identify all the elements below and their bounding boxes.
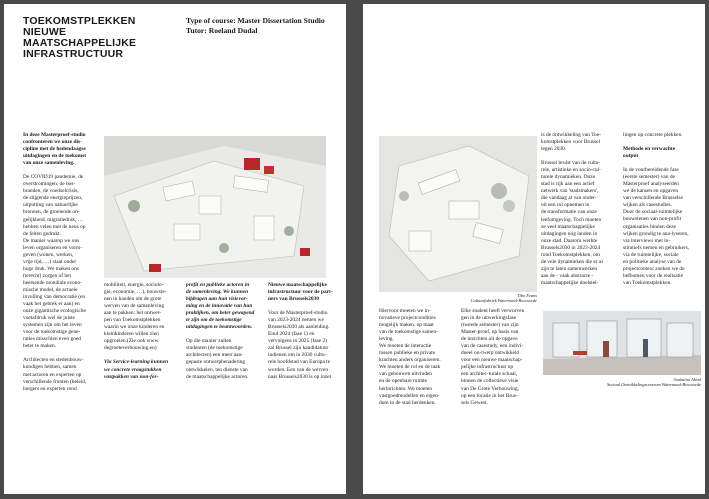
- text-line: projectcontext zoeken we de: [623, 265, 685, 272]
- text-line: gen in de uitwerkingsfase: [461, 315, 517, 322]
- text-line: cipline met de hedendaagse: [23, 146, 86, 153]
- text-line: die vandaag al van onder-: [541, 195, 597, 202]
- italic-paragraph: [186, 282, 266, 331]
- text-line: met actoren en experten op: [23, 371, 82, 378]
- text-line: overstromingen, de bos-: [23, 181, 76, 188]
- text-line: ners van Brussels2030: [268, 296, 319, 303]
- photo-caption: [379, 293, 537, 304]
- text-line: infrastructuur voor de part-: [268, 289, 333, 296]
- text-line: praktijken, om beter gewapend: [186, 310, 255, 317]
- body-paragraph: [623, 167, 701, 287]
- text-line: we de kansen en opgaven: [623, 188, 679, 195]
- text-line: Hiervoor moeten we in-: [379, 308, 431, 314]
- body-paragraph: [379, 308, 457, 407]
- text-line: (eerste semester) van de: [623, 174, 675, 181]
- text-line: komstplekken voor Brussel: [541, 139, 600, 146]
- text-line: voetafdruk wel de juiste: [23, 315, 75, 322]
- text-line: In de voorbereidende fase: [623, 167, 679, 174]
- text-line: de transformatie van onze: [541, 209, 597, 216]
- text-line: we concrete vraagstukken: [104, 366, 162, 373]
- body-paragraph: [268, 310, 346, 380]
- text-line: de stijgende energieprijzen,: [23, 195, 83, 202]
- text-line: ze veel maatschappelijke: [541, 223, 595, 230]
- intro-paragraph: [23, 132, 103, 167]
- text-line: Tibo Evans: [517, 293, 537, 298]
- text-line: leven organiseren en vorm-: [23, 244, 83, 251]
- text-line: onze gigantische ecologische: [23, 308, 86, 315]
- text-line: mische model, de actuele: [23, 286, 78, 293]
- text-line: turele dynamieken. Onze: [541, 174, 596, 181]
- text-line: zal Brussel zijn kandidatuur: [268, 345, 329, 352]
- text-line: verschillende fronten (beleid,: [23, 378, 87, 385]
- body-paragraph: [541, 160, 621, 287]
- text-line: degroeteverbouwing.eu): [104, 345, 157, 352]
- text-line: te zijn om de toekomstige: [186, 317, 242, 324]
- text-line: beter te maken.: [23, 343, 57, 350]
- text-line: TOEKOMSTPLEKKEN: [23, 15, 136, 27]
- text-line: vastgoedmodellen en eigen-: [379, 392, 440, 399]
- body-paragraph: [461, 308, 541, 407]
- text-line: INFRASTRUCTUUR: [23, 48, 124, 60]
- section-heading: [623, 146, 701, 160]
- text-line: van verschillende Brusselse: [623, 195, 683, 202]
- text-line: van 2023-2024 nemen we: [268, 317, 324, 324]
- text-line: wijken grondig te ana-lyseren,: [623, 230, 689, 237]
- text-line: dom in de stad herdenken.: [379, 399, 436, 406]
- left-page: [4, 4, 346, 494]
- text-line: burgers en experten rond: [23, 385, 77, 392]
- text-line: mobiliteit, energie, sociolo-: [104, 282, 164, 288]
- text-line: werven van de samenleving: [104, 303, 165, 310]
- text-column-4: [268, 282, 346, 381]
- page-title: [23, 16, 173, 60]
- text-line: herinrichten. We moeten: [379, 385, 432, 392]
- text-line: tussen publieke en private: [379, 350, 436, 357]
- text-line: maatschappelijke doelstel-: [541, 279, 599, 286]
- text-line: leefomgeving. Toch moeten: [541, 216, 602, 223]
- text-line: lingen op concrete plekken.: [623, 132, 683, 138]
- text-line: branden, de voedselcrisis,: [23, 188, 79, 195]
- text-line: mogelijk maken, op maat: [379, 322, 434, 329]
- text-line: de samenleving. We kunnen: [186, 289, 249, 296]
- model-photo: [104, 136, 326, 278]
- text-line: van gebouwen uitvinden: [379, 371, 432, 378]
- text-line: vrije tijd, …) staat onder: [23, 258, 77, 265]
- text-line: Masterproef analyseerden: [623, 181, 679, 188]
- text-column-1: [379, 308, 457, 407]
- text-line: de vele dynamieken die er al: [541, 258, 603, 265]
- text-line: In deze Masterproef-studio: [23, 132, 86, 138]
- text-line: tegen 2030.: [541, 146, 567, 153]
- section-heading: [268, 282, 346, 303]
- text-line: bronnen, de groeiende on-: [23, 209, 80, 216]
- body-paragraph: [541, 132, 621, 153]
- text-line: dueel on-twerp ontwikkeld: [461, 350, 520, 357]
- text-line: Nieuwe maatschappelijke: [268, 282, 327, 288]
- text-line: is de ontwikkeling van Toe-: [541, 132, 602, 138]
- text-line: stad is rijk aan een actief: [541, 181, 595, 188]
- text-line: Door de sociaal-ruimtelijke: [623, 209, 683, 216]
- text-line: Sociaal Ontwikkelingscentrum Watermaal-Bosvoorde: [606, 382, 701, 388]
- text-line: NIEUWE: [23, 26, 67, 38]
- body-paragraph: [104, 282, 183, 352]
- text-line: organisaties binnen deze: [623, 223, 676, 230]
- text-line: voor de toekomstige gene-: [23, 329, 81, 336]
- text-line: waarin we onze kinderen en: [104, 324, 165, 331]
- text-line: Elke student heeft verworven: [461, 308, 525, 314]
- text-line: indienen om in 2030 cultu-: [268, 352, 327, 359]
- text-line: architecten) een meer aan-: [186, 352, 244, 359]
- text-column-2: [541, 132, 621, 287]
- body-paragraph: [186, 338, 266, 380]
- text-line: opgroeien.(Zie ook www.: [104, 338, 160, 345]
- text-line: bouwstenen van non-profit: [623, 216, 682, 223]
- text-line: pelijke infrastructuur op: [461, 364, 514, 371]
- text-line: uitputting van natuurlijke: [23, 202, 78, 209]
- text-line: Brussel bruist van de cultu-: [541, 160, 601, 167]
- text-line: novatieve projectcondities: [379, 315, 436, 322]
- text-line: profit en publieke actoren in: [186, 282, 250, 288]
- text-line: vervolgens in 2025 (fase 2): [268, 338, 327, 345]
- text-line: pen van Toekomstplekken: [104, 317, 161, 324]
- text-line: systemen zijn om het leven: [23, 322, 82, 329]
- text-line: geven (wonen, werken,: [23, 251, 74, 258]
- text-line: Via Service-learning kunnen: [104, 359, 169, 366]
- text-line: gie, economie, …), bouwste-: [104, 289, 167, 296]
- text-line: rond Toekomstplekken, om: [541, 251, 600, 258]
- text-line: Cultuurfabriek Watermaal-Bosvoorde: [470, 298, 537, 304]
- text-line: aan de - vaak abstracte -: [541, 272, 594, 279]
- text-line: Eind 2024 (fase 1) en: [268, 331, 315, 338]
- text-line: We moeten de rol en de taak: [379, 364, 441, 371]
- model-photo: [379, 136, 537, 292]
- text-line: studenten (de toekomstige: [186, 345, 243, 352]
- text-line: rele, artistieke en socio-cul-: [541, 167, 601, 174]
- text-line: hebben velen met de neus op: [23, 223, 86, 230]
- text-line: (terecht) zorgen of het: [23, 272, 71, 279]
- text-line: vaak het gebrek er aan) en: [23, 301, 80, 308]
- text-line: output: [623, 153, 639, 160]
- text-line: bijdragen aan hun visievor-: [186, 296, 248, 303]
- body-paragraph: [23, 357, 103, 392]
- text-line: Brussels2030 in 2023-2024: [541, 244, 601, 251]
- text-line: uit een rol opnemen in: [541, 202, 590, 209]
- text-line: sels Gewest.: [461, 399, 488, 406]
- text-line: stitutiefs nemen en gebruikers,: [623, 244, 690, 251]
- text-line: via de ruimtelijke, sociale: [623, 251, 679, 258]
- text-line: Brussels2030 als aanleiding.: [268, 324, 330, 331]
- text-line: zijn te laten samenwerken: [541, 265, 598, 272]
- text-line: De manier waarop we ons: [23, 237, 80, 244]
- text-line: netwerk van 'stadsmakers',: [541, 188, 599, 195]
- text-line: wijken als casestudies.: [623, 202, 672, 209]
- text-line: De COVID19 pandemie, de: [23, 174, 84, 181]
- text-line: de feiten gedrukt.: [23, 230, 61, 237]
- text-line: via interviews met in-: [623, 237, 671, 244]
- text-line: van De Grote Verbouwing,: [461, 385, 519, 392]
- text-column-3: [623, 132, 701, 287]
- text-line: (tweede semester) van zijn: [461, 322, 519, 329]
- text-line: uitdagingen te beantwoorden.: [186, 324, 253, 331]
- text-line: Soukaina Ahrid: [673, 377, 701, 382]
- text-line: ontwikkelen, ten dienste van: [186, 366, 248, 373]
- text-line: uitdagingen en de toekomst: [23, 153, 87, 160]
- text-line: op een locatie in het Brus-: [461, 392, 518, 399]
- text-line: confronteren we onze dis-: [23, 139, 82, 146]
- text-line: Op die manier zullen: [186, 338, 232, 345]
- photo-caption: [543, 377, 701, 388]
- text-line: heersende mondiale econo-: [23, 279, 82, 286]
- text-line: van de toekomstige samen-: [379, 329, 438, 336]
- text-line: MAATSCHAPPELIJKE: [23, 37, 137, 49]
- interior-photo: [543, 311, 701, 375]
- text-line: binnen de collectieve visie: [461, 378, 519, 385]
- text-line: van de casestudy, een indivi-: [461, 343, 524, 350]
- text-line: gepaste ontwerpbenadering: [186, 359, 246, 366]
- text-line: worden. Een van de werven: [268, 366, 329, 373]
- text-line: de maatschappelijke actoren.: [186, 373, 249, 380]
- text-line: een architec-turale schaal,: [461, 371, 518, 378]
- text-line: hoge druk. We maken ons: [23, 265, 79, 272]
- text-line: nen in handen om de grote: [104, 296, 162, 303]
- body-paragraph: [23, 174, 103, 350]
- text-line: onze stad. Daarom werkte: [541, 237, 598, 244]
- text-line: hefbomen voor de realisatie: [623, 272, 684, 279]
- italic-paragraph: [104, 359, 183, 380]
- text-line: kundigen hebben, samen: [23, 364, 77, 371]
- course-type: Type of course: Master Dissertation Studio: [186, 16, 325, 25]
- tutor: Tutor: Roeland Dudal: [186, 26, 258, 35]
- text-line: vastpakken van non-for-: [104, 373, 159, 380]
- text-line: kleinkinderen willen zien: [104, 331, 159, 338]
- text-column-2b: [461, 308, 541, 407]
- body-paragraph: [623, 132, 701, 139]
- text-line: Master-proef, op basis van: [461, 329, 519, 336]
- text-line: invulling van democratie (en: [23, 294, 86, 301]
- text-line: rele hoofdstad van Europa te: [268, 359, 330, 366]
- text-line: uitdagingen nog landen in: [541, 230, 598, 237]
- text-column-1: [23, 132, 103, 393]
- text-line: Voor de Masterproef-studio: [268, 310, 328, 317]
- text-line: Architecten en stedenbouw-: [23, 357, 84, 364]
- text-line: en politieke analyse van de: [623, 258, 682, 265]
- text-line: naar Brussels2030 is op inzet: [268, 373, 332, 380]
- text-line: raties misschien even goed: [23, 336, 81, 343]
- course-info: [186, 16, 341, 36]
- text-line: de inzichten uit de opgave: [461, 336, 518, 343]
- text-line: gelijkheid, migratiedruk, …: [23, 216, 84, 223]
- text-line: Methode en verwachte: [623, 146, 676, 153]
- text-line: ming en de innovatie van hun: [186, 303, 253, 310]
- text-column-3: [186, 282, 266, 381]
- text-column-2: [104, 282, 183, 381]
- right-page: [363, 4, 705, 494]
- text-line: aan te pakken: het ontwer-: [104, 310, 162, 317]
- text-line: en de openbare ruimte: [379, 378, 428, 385]
- text-line: We moeten de interactie: [379, 343, 432, 350]
- text-line: krachten anders organiseren.: [379, 357, 441, 364]
- text-line: voor een nieuwe maatschap-: [461, 357, 523, 364]
- text-line: van onze samenleving.: [23, 160, 75, 167]
- text-line: van Toekomstplekken.: [623, 279, 672, 286]
- text-line: leving.: [379, 336, 394, 343]
